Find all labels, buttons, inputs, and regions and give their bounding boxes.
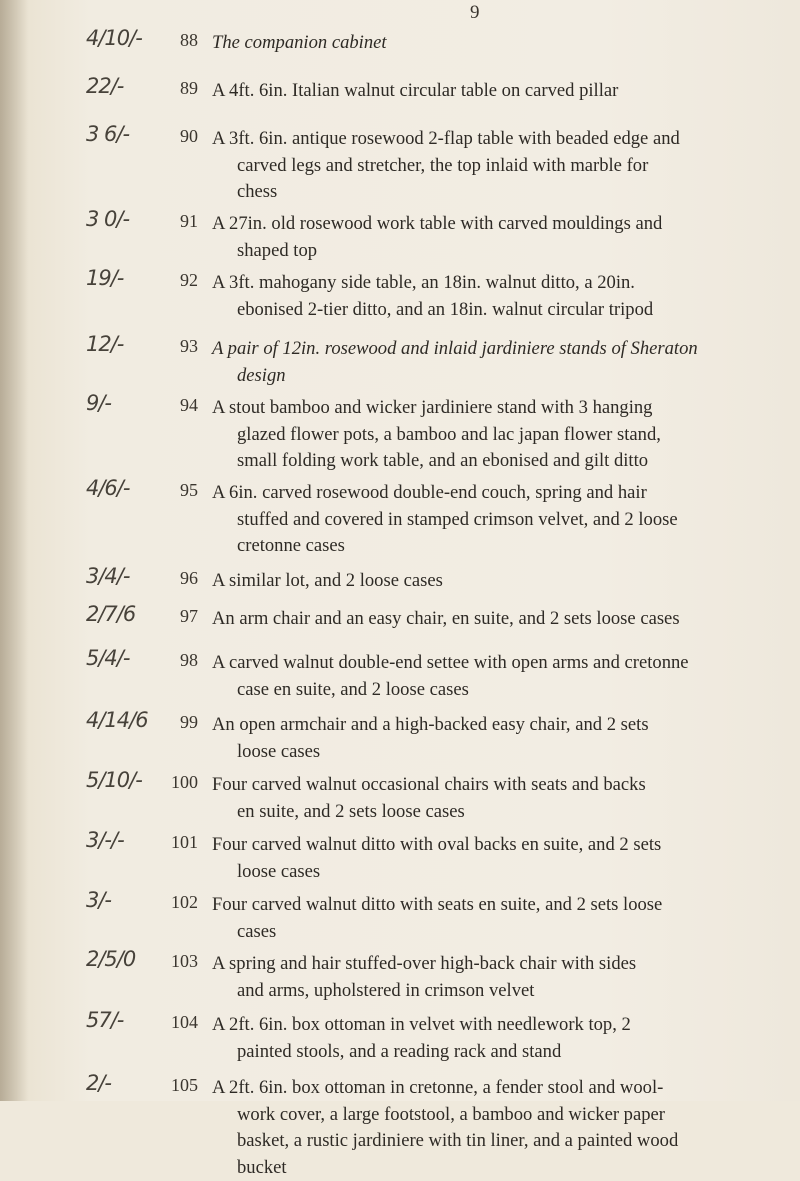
lot-number: 91 — [160, 211, 198, 232]
lot-description — [212, 568, 772, 595]
description-line: shaped top — [212, 238, 772, 265]
lot-number: 95 — [160, 480, 198, 501]
lot-description — [212, 395, 772, 475]
handwritten-price: 2/5/0 — [86, 947, 162, 971]
handwritten-price: 2/- — [86, 1071, 162, 1095]
handwritten-price: 12/- — [86, 332, 162, 356]
description-line: painted stools, and a reading rack and stand — [212, 1039, 772, 1066]
description-line: cases — [212, 919, 772, 946]
description-line: loose cases — [212, 859, 772, 886]
lot-description — [212, 336, 772, 389]
lot-number: 89 — [160, 78, 198, 99]
lot-description — [212, 211, 772, 264]
handwritten-price: 4/10/- — [86, 26, 162, 50]
description-line: cretonne cases — [212, 533, 772, 560]
handwritten-price: 4/14/6 — [86, 708, 162, 732]
description-line: Four carved walnut occasional chairs with seats and backs — [212, 772, 772, 799]
handwritten-price: 19/- — [86, 266, 162, 290]
lot-description — [212, 832, 772, 885]
handwritten-price: 2/7/6 — [86, 602, 162, 626]
description-line: and arms, upholstered in crimson velvet — [212, 978, 772, 1005]
lot-description — [212, 78, 772, 105]
lot-number: 92 — [160, 270, 198, 291]
lot-description — [212, 892, 772, 945]
handwritten-price: 5/10/- — [86, 768, 162, 792]
description-line: stuffed and covered in stamped crimson velvet, and 2 loose — [212, 507, 772, 534]
description-line: An arm chair and an easy chair, en suite, and 2 sets loose cases — [212, 606, 772, 633]
description-line: A 6in. carved rosewood double-end couch, spring and hair — [212, 480, 772, 507]
description-line: A spring and hair stuffed-over high-back chair with sides — [212, 951, 772, 978]
lot-number: 100 — [160, 772, 198, 793]
description-line: design — [212, 363, 772, 390]
description-line: carved legs and stretcher, the top inlaid with marble for — [212, 153, 772, 180]
handwritten-price: 3/4/- — [86, 564, 162, 588]
lot-description — [212, 480, 772, 560]
description-line: The companion cabinet — [212, 30, 772, 57]
description-line: A 2ft. 6in. box ottoman in velvet with needlework top, 2 — [212, 1012, 772, 1039]
description-line: Four carved walnut ditto with seats en suite, and 2 sets loose — [212, 892, 772, 919]
description-line: ebonised 2-tier ditto, and an 18in. walnut circular tripod — [212, 297, 772, 324]
lot-number: 90 — [160, 126, 198, 147]
description-line: glazed flower pots, a bamboo and lac japan flower stand, — [212, 422, 772, 449]
description-line: small folding work table, and an ebonised and gilt ditto — [212, 448, 772, 475]
description-line: A 27in. old rosewood work table with carved mouldings and — [212, 211, 772, 238]
lot-number: 101 — [160, 832, 198, 853]
description-line: en suite, and 2 sets loose cases — [212, 799, 772, 826]
handwritten-price: 3 6/- — [86, 122, 162, 146]
lot-number: 93 — [160, 336, 198, 357]
page-number: 9 — [470, 2, 480, 24]
handwritten-price: 3 0/- — [86, 207, 162, 231]
lot-number: 94 — [160, 395, 198, 416]
description-line: Four carved walnut ditto with oval backs en suite, and 2 sets — [212, 832, 772, 859]
description-line: A 2ft. 6in. box ottoman in cretonne, a fender stool and wool- — [212, 1075, 772, 1102]
lot-description — [212, 30, 772, 57]
lot-description — [212, 772, 772, 825]
handwritten-price: 3/- — [86, 888, 162, 912]
handwritten-price: 5/4/- — [86, 646, 162, 670]
description-line: work cover, a large footstool, a bamboo and wicker paper — [212, 1102, 772, 1129]
handwritten-price: 57/- — [86, 1008, 162, 1032]
lot-description — [212, 606, 772, 633]
lot-number: 96 — [160, 568, 198, 589]
description-line: chess — [212, 179, 772, 206]
description-line: A 3ft. mahogany side table, an 18in. walnut ditto, a 20in. — [212, 270, 772, 297]
lot-description — [212, 951, 772, 1004]
lot-number: 88 — [160, 30, 198, 51]
description-line: loose cases — [212, 739, 772, 766]
description-line: A stout bamboo and wicker jardiniere stand with 3 hanging — [212, 395, 772, 422]
lot-description — [212, 126, 772, 206]
description-line: A 3ft. 6in. antique rosewood 2-flap table with beaded edge and — [212, 126, 772, 153]
lot-number: 102 — [160, 892, 198, 913]
description-line: bucket — [212, 1155, 772, 1181]
description-line: A 4ft. 6in. Italian walnut circular table on carved pillar — [212, 78, 772, 105]
description-line: A carved walnut double-end settee with open arms and cretonne — [212, 650, 772, 677]
description-line: basket, a rustic jardiniere with tin liner, and a painted wood — [212, 1128, 772, 1155]
description-line: A similar lot, and 2 loose cases — [212, 568, 772, 595]
lot-number: 97 — [160, 606, 198, 627]
lot-number: 104 — [160, 1012, 198, 1033]
description-line: An open armchair and a high-backed easy chair, and 2 sets — [212, 712, 772, 739]
lot-number: 105 — [160, 1075, 198, 1096]
lot-description — [212, 1012, 772, 1065]
description-line: case en suite, and 2 loose cases — [212, 677, 772, 704]
lot-description — [212, 1075, 772, 1181]
lot-number: 98 — [160, 650, 198, 671]
lot-description — [212, 712, 772, 765]
handwritten-price: 22/- — [86, 74, 162, 98]
handwritten-price: 4/6/- — [86, 476, 162, 500]
lot-number: 103 — [160, 951, 198, 972]
handwritten-price: 3/-/- — [86, 828, 162, 852]
lot-description — [212, 650, 772, 703]
lot-number: 99 — [160, 712, 198, 733]
handwritten-price: 9/- — [86, 391, 162, 415]
description-line: A pair of 12in. rosewood and inlaid jardiniere stands of Sheraton — [212, 336, 772, 363]
lot-description — [212, 270, 772, 323]
